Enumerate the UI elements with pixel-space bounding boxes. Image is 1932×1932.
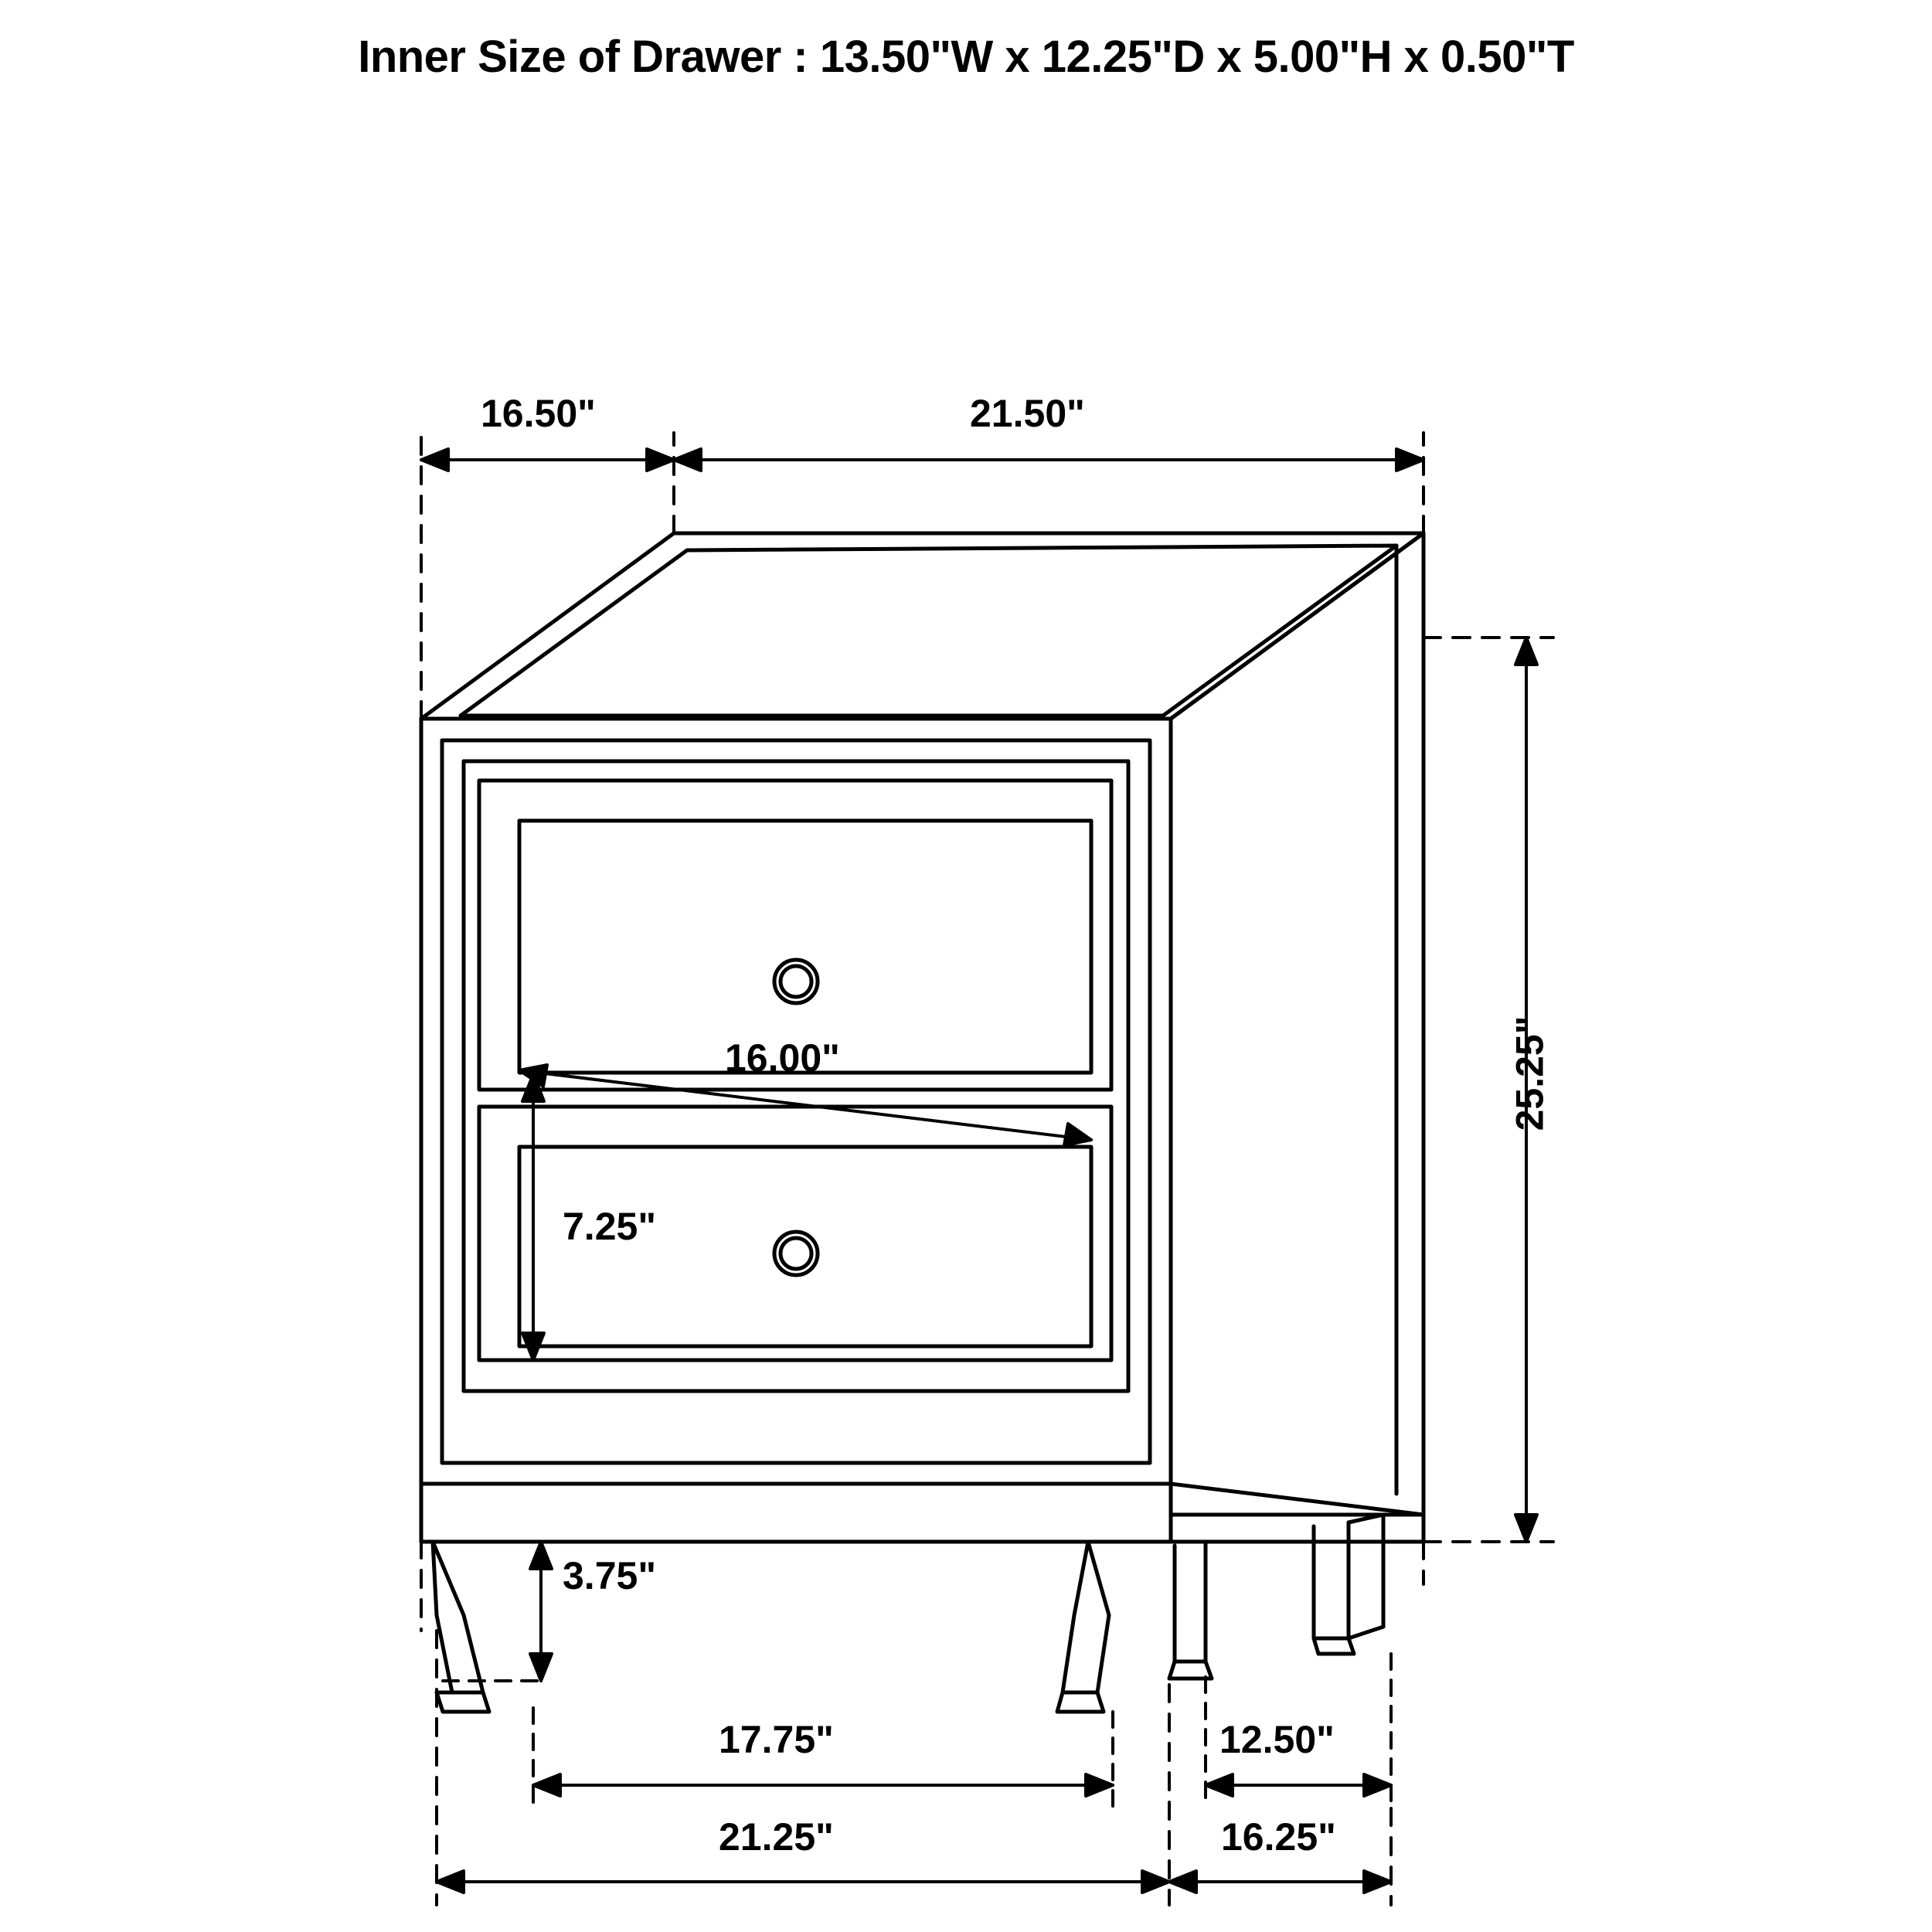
dim-label-overall-height: 25.25" bbox=[1508, 1015, 1552, 1131]
dim-label-drawer-height: 7.25" bbox=[563, 1205, 657, 1248]
dim-label-overall-depth: 16.25" bbox=[1221, 1815, 1336, 1859]
dim-label-side-base-depth: 12.50" bbox=[1219, 1718, 1335, 1761]
cabinet-top bbox=[421, 533, 1423, 719]
page-title: Inner Size of Drawer : 13.50"W x 12.25"D x 5.00"H x 0.50"T bbox=[358, 32, 1574, 82]
dim-label-overall-width: 21.25" bbox=[719, 1815, 834, 1859]
dim-label-leg-height: 3.75" bbox=[563, 1554, 657, 1597]
dim-label-front-base-width: 17.75" bbox=[719, 1718, 834, 1761]
dim-label-drawer-width: 16.00" bbox=[725, 1036, 840, 1080]
dim-label-top-depth: 16.50" bbox=[481, 392, 596, 435]
dim-label-top-width: 21.50" bbox=[970, 392, 1085, 435]
cabinet-legs bbox=[433, 1515, 1383, 1712]
dimension-lines bbox=[421, 433, 1553, 1905]
